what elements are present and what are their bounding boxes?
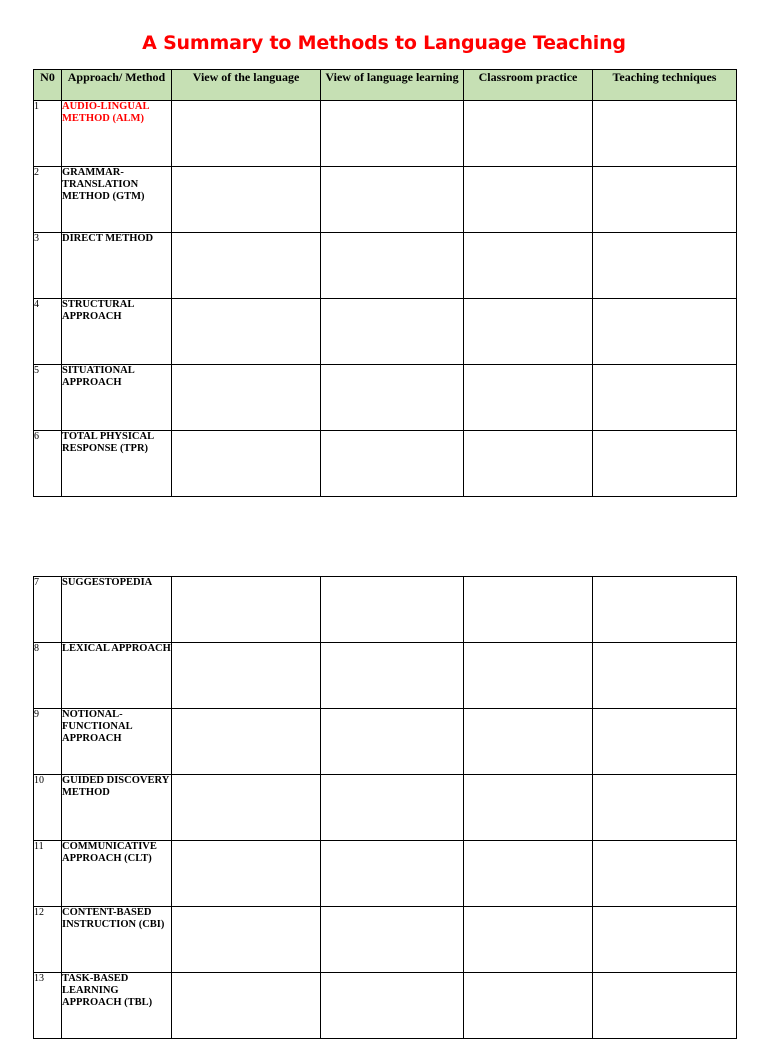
method-name: NOTIONAL-FUNCTIONAL APPROACH <box>62 709 172 775</box>
method-name: DIRECT METHOD <box>62 233 172 299</box>
table-row <box>34 973 737 1039</box>
view-of-language-cell[interactable] <box>172 775 321 841</box>
classroom-practice-cell[interactable] <box>464 775 593 841</box>
teaching-techniques-cell[interactable] <box>593 577 737 643</box>
classroom-practice-cell[interactable] <box>464 841 593 907</box>
header-teaching-techniques: Teaching techniques <box>593 70 737 101</box>
view-of-learning-cell[interactable] <box>321 775 464 841</box>
table-row <box>34 101 737 167</box>
row-number: 6 <box>34 431 62 497</box>
methods-table-part-1 <box>33 69 737 497</box>
view-of-learning-cell[interactable] <box>321 577 464 643</box>
method-name: GRAMMAR-TRANSLATION METHOD (GTM) <box>62 167 172 233</box>
teaching-techniques-cell[interactable] <box>593 167 737 233</box>
view-of-learning-cell[interactable] <box>321 907 464 973</box>
method-name: STRUCTURAL APPROACH <box>62 299 172 365</box>
classroom-practice-cell[interactable] <box>464 907 593 973</box>
method-name: TOTAL PHYSICAL RESPONSE (TPR) <box>62 431 172 497</box>
teaching-techniques-cell[interactable] <box>593 299 737 365</box>
row-number: 2 <box>34 167 62 233</box>
teaching-techniques-cell[interactable] <box>593 907 737 973</box>
view-of-language-cell[interactable] <box>172 841 321 907</box>
view-of-language-cell[interactable] <box>172 233 321 299</box>
row-number: 7 <box>34 577 62 643</box>
teaching-techniques-cell[interactable] <box>593 643 737 709</box>
teaching-techniques-cell[interactable] <box>593 101 737 167</box>
method-name: AUDIO-LINGUAL METHOD (ALM) <box>62 101 172 167</box>
row-number: 4 <box>34 299 62 365</box>
row-number: 8 <box>34 643 62 709</box>
classroom-practice-cell[interactable] <box>464 299 593 365</box>
table-row <box>34 643 737 709</box>
classroom-practice-cell[interactable] <box>464 973 593 1039</box>
page-title: A Summary to Methods to Language Teaching <box>142 32 626 54</box>
teaching-techniques-cell[interactable] <box>593 233 737 299</box>
view-of-language-cell[interactable] <box>172 577 321 643</box>
view-of-learning-cell[interactable] <box>321 101 464 167</box>
row-number: 1 <box>34 101 62 167</box>
method-name: TASK-BASED LEARNING APPROACH (TBL) <box>62 973 172 1039</box>
view-of-learning-cell[interactable] <box>321 299 464 365</box>
row-number: 12 <box>34 907 62 973</box>
method-name: SUGGESTOPEDIA <box>62 577 172 643</box>
view-of-learning-cell[interactable] <box>321 365 464 431</box>
table-row <box>34 577 737 643</box>
classroom-practice-cell[interactable] <box>464 101 593 167</box>
view-of-language-cell[interactable] <box>172 299 321 365</box>
row-number: 10 <box>34 775 62 841</box>
teaching-techniques-cell[interactable] <box>593 709 737 775</box>
view-of-learning-cell[interactable] <box>321 973 464 1039</box>
view-of-learning-cell[interactable] <box>321 431 464 497</box>
header-view-of-language: View of the language <box>172 70 321 101</box>
classroom-practice-cell[interactable] <box>464 365 593 431</box>
row-number: 13 <box>34 973 62 1039</box>
method-name: COMMUNICATIVE APPROACH (CLT) <box>62 841 172 907</box>
table-row <box>34 365 737 431</box>
view-of-language-cell[interactable] <box>172 973 321 1039</box>
row-number: 9 <box>34 709 62 775</box>
row-number: 3 <box>34 233 62 299</box>
table-header-row <box>34 70 737 101</box>
classroom-practice-cell[interactable] <box>464 643 593 709</box>
view-of-language-cell[interactable] <box>172 709 321 775</box>
view-of-learning-cell[interactable] <box>321 167 464 233</box>
table-row <box>34 709 737 775</box>
method-name: SITUATIONAL APPROACH <box>62 365 172 431</box>
view-of-learning-cell[interactable] <box>321 709 464 775</box>
header-no: N0 <box>34 70 62 101</box>
classroom-practice-cell[interactable] <box>464 709 593 775</box>
view-of-language-cell[interactable] <box>172 907 321 973</box>
view-of-language-cell[interactable] <box>172 167 321 233</box>
method-name: LEXICAL APPROACH <box>62 643 172 709</box>
classroom-practice-cell[interactable] <box>464 233 593 299</box>
table-row <box>34 167 737 233</box>
table-row <box>34 431 737 497</box>
classroom-practice-cell[interactable] <box>464 431 593 497</box>
classroom-practice-cell[interactable] <box>464 167 593 233</box>
header-view-of-learning: View of language learning <box>321 70 464 101</box>
teaching-techniques-cell[interactable] <box>593 973 737 1039</box>
view-of-language-cell[interactable] <box>172 101 321 167</box>
table-row <box>34 775 737 841</box>
teaching-techniques-cell[interactable] <box>593 431 737 497</box>
view-of-learning-cell[interactable] <box>321 643 464 709</box>
teaching-techniques-cell[interactable] <box>593 841 737 907</box>
method-name: CONTENT-BASED INSTRUCTION (CBI) <box>62 907 172 973</box>
view-of-language-cell[interactable] <box>172 365 321 431</box>
row-number: 11 <box>34 841 62 907</box>
teaching-techniques-cell[interactable] <box>593 775 737 841</box>
table-row <box>34 841 737 907</box>
teaching-techniques-cell[interactable] <box>593 365 737 431</box>
header-method: Approach/ Method <box>62 70 172 101</box>
table-row <box>34 299 737 365</box>
table-row <box>34 907 737 973</box>
view-of-language-cell[interactable] <box>172 643 321 709</box>
table-row <box>34 233 737 299</box>
methods-table-part-2 <box>33 576 737 1039</box>
classroom-practice-cell[interactable] <box>464 577 593 643</box>
view-of-learning-cell[interactable] <box>321 841 464 907</box>
view-of-language-cell[interactable] <box>172 431 321 497</box>
row-number: 5 <box>34 365 62 431</box>
view-of-learning-cell[interactable] <box>321 233 464 299</box>
method-name: GUIDED DISCOVERY METHOD <box>62 775 172 841</box>
header-classroom-practice: Classroom practice <box>464 70 593 101</box>
